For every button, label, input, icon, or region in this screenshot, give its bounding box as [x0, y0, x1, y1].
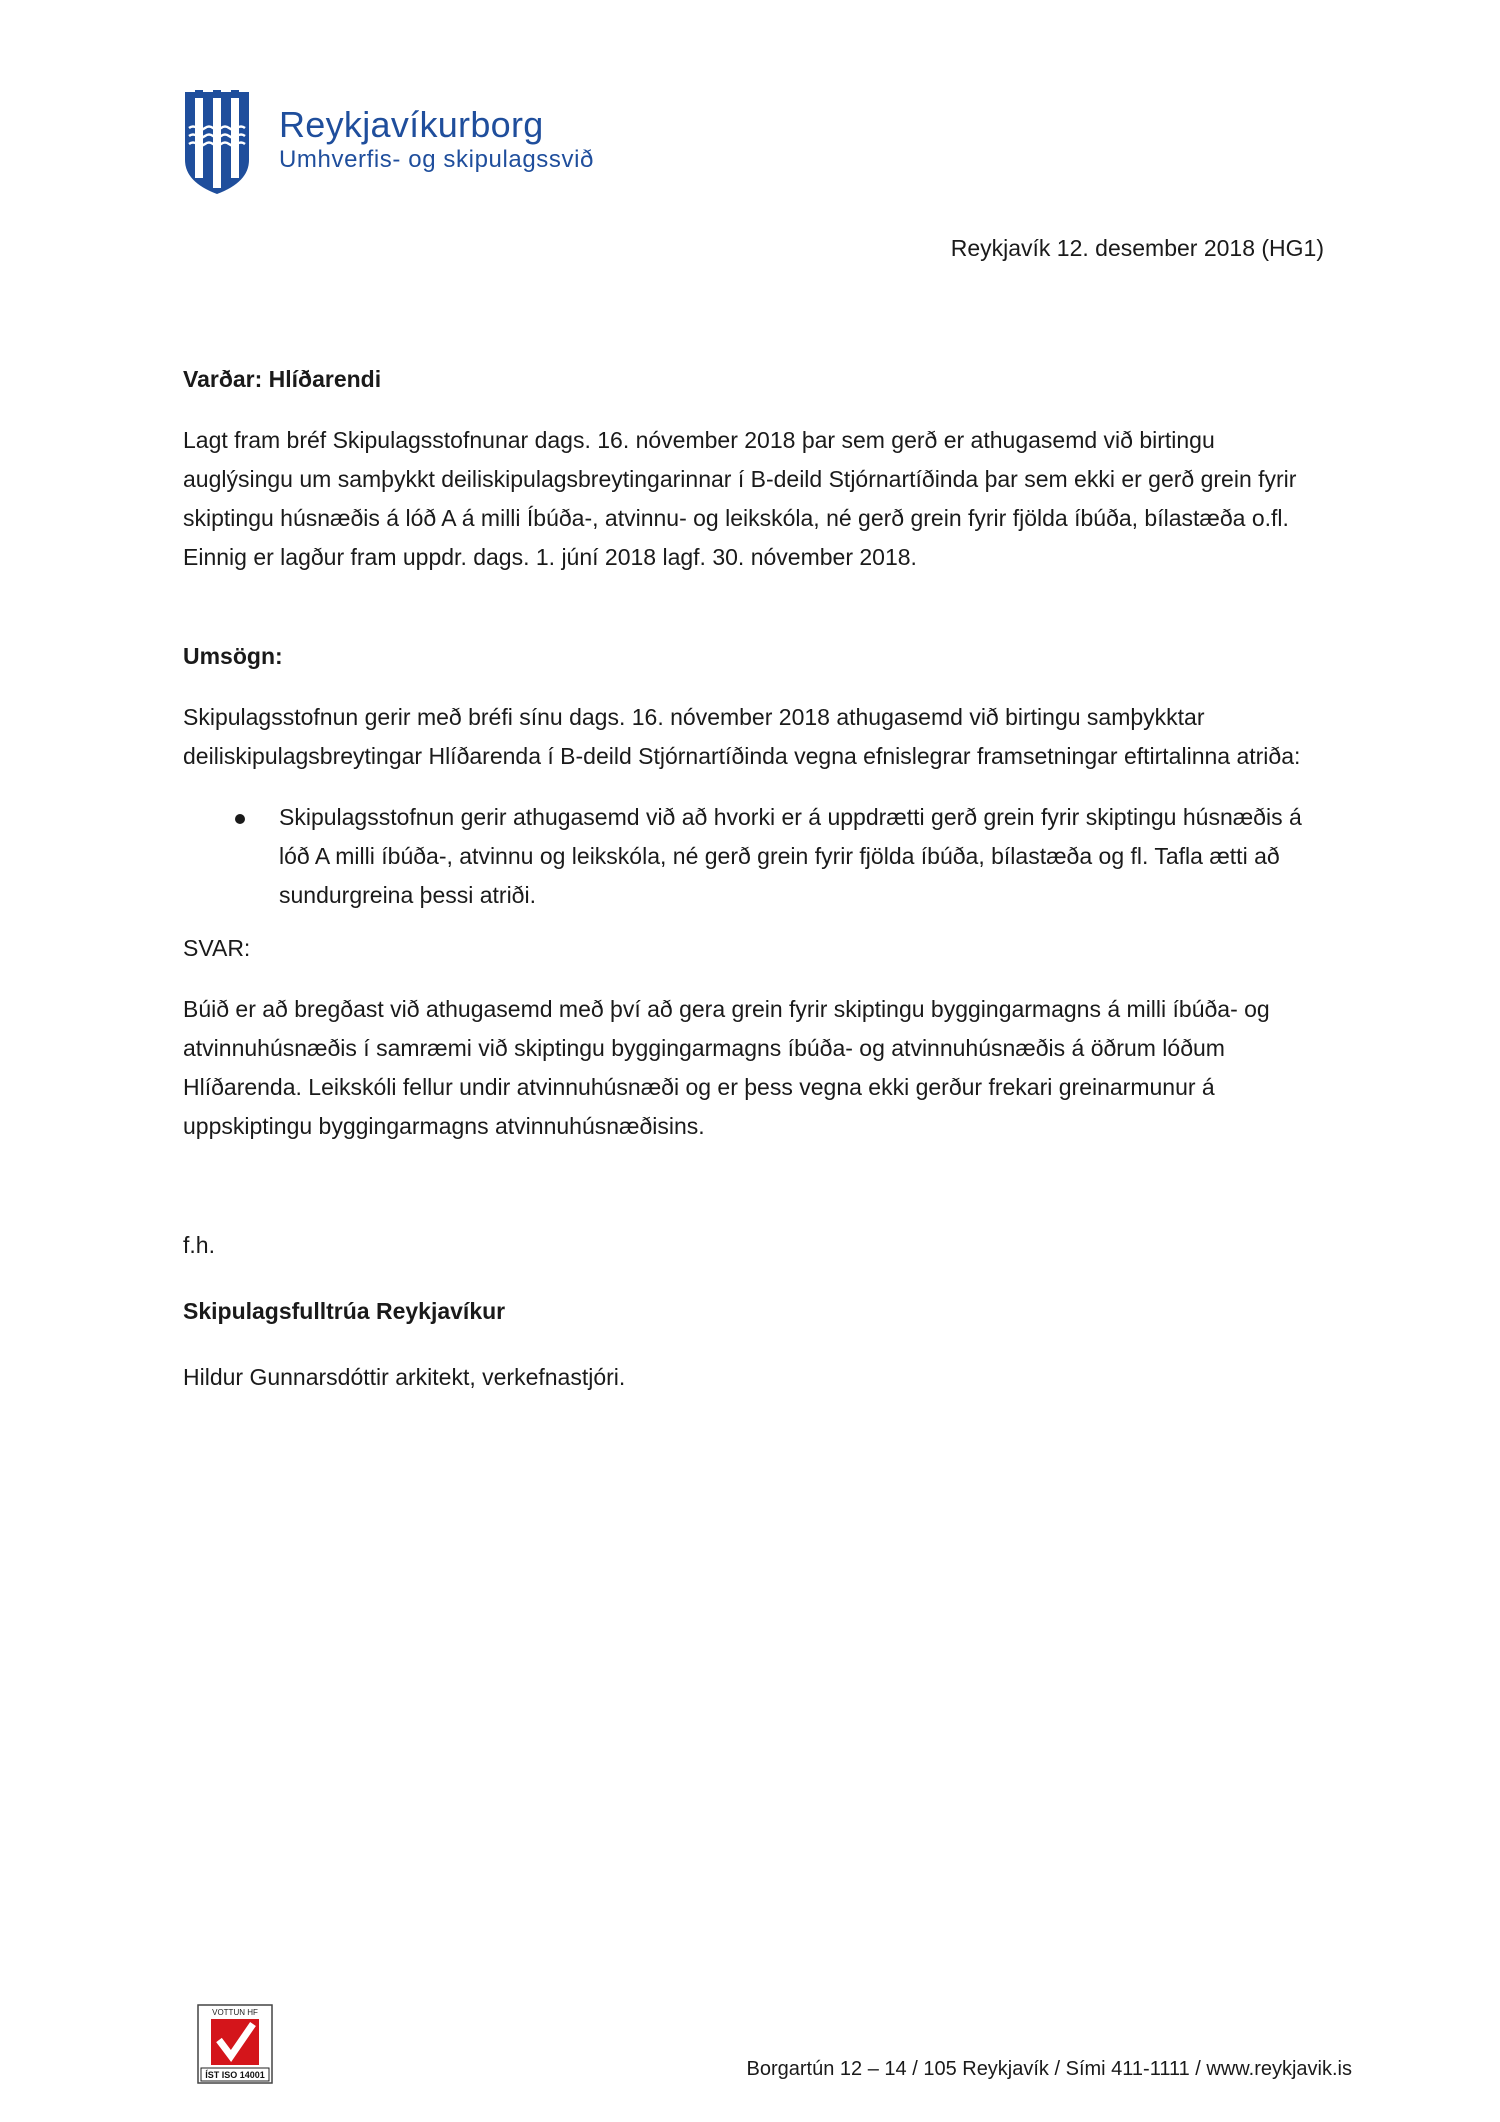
intro-paragraph: Lagt fram bréf Skipulagsstofnunar dags. 16. nóvember 2018 þar sem gerð er athugasemd við birtingu auglýsingu um samþykkt deiliskipulagsbreytingarinnar í B-deild Stjórnartíðinda þar sem ekki er gerð grein fyrir skiptingu húsnæðis á lóð A á milli Íbúða-, atvinnu- og leikskóla, né gerð grein fyrir fjölda íbúða, bílastæða o.fl. Einnig er lagður fram uppdr. dags. 1. júní 2018 lagf. 30. nóvember 2018. — [183, 427, 1297, 570]
signer-name: Hildur Gunnarsdóttir arkitekt, verkefnastjóri. — [183, 1364, 626, 1390]
bullet-dot-icon — [235, 814, 245, 824]
header-logo — [183, 90, 594, 196]
answer-label: SVAR: — [183, 935, 251, 961]
footer-address: Borgartún 12 – 14 / 105 Reykjavík / Sími 411-1111 / www.reykjavik.is — [746, 2058, 1352, 2080]
iso-bottom-text: ÍST ISO 14001 — [205, 2070, 265, 2080]
list-item-text: Skipulagsstofnun gerir athugasemd við að hvorki er á uppdrætti gerð grein fyrir skiptingu húsnæðis á lóð A milli íbúða-, atvinnu og leikskóla, né gerð grein fyrir fjölda íbúða, bílastæða og fl. Tafla ætti að sundurgreina þessi atriði. — [279, 804, 1302, 908]
iso-top-text: VOTTUN HF — [212, 2008, 258, 2017]
remarks-list — [183, 798, 1328, 915]
reykjavik-shield-icon — [183, 90, 251, 196]
letter-body — [183, 360, 1328, 1397]
application-heading: Umsögn: — [183, 643, 283, 669]
answer-paragraph: Búið er að bregðast við athugasemd með því að gera grein fyrir skiptingu byggingarmagns á milli íbúða- og atvinnuhúsnæðis í samræmi við skiptingu byggingarmagns íbúða- og atvinnuhúsnæðis á öðrum lóðum Hlíðarenda. Leikskóli fellur undir atvinnuhúsnæði og er þess vegna ekki gerður frekari greinarmunur á uppskiptingu byggingarmagns atvinnuhúsnæðisins. — [183, 996, 1270, 1139]
letter-date: Reykjavík 12. desember 2018 (HG1) — [950, 235, 1324, 261]
signer-title: Skipulagsfulltrúa Reykjavíkur — [183, 1298, 506, 1324]
subject-heading: Varðar: Hlíðarendi — [183, 366, 382, 392]
department-name: Umhverfis- og skipulagssvið — [279, 146, 594, 173]
org-name: Reykjavíkurborg — [279, 104, 544, 145]
application-paragraph: Skipulagsstofnun gerir með bréfi sínu dags. 16. nóvember 2018 athugasemd við birtingu samþykktar deiliskipulagsbreytingar Hlíðarenda í B-deild Stjórnartíðinda vegna efnislegrar framsetningar eftirtalinna atriða: — [183, 704, 1301, 769]
iso-certification-icon — [197, 2004, 273, 2084]
list-item — [183, 798, 1328, 915]
signoff: f.h. — [183, 1232, 215, 1258]
logo-text — [279, 105, 594, 175]
